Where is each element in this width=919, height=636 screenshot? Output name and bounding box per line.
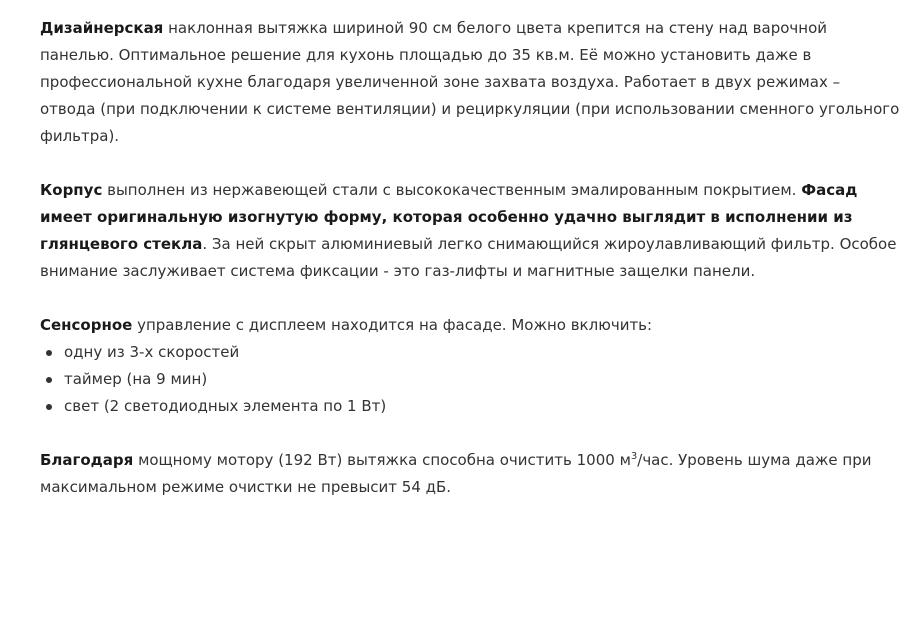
paragraph-design-text: наклонная вытяжка шириной 90 см белого цвета крепится на стену над варочной панелью. Оптимальное решение для кухонь площадью до 35 кв.м. Её можно установить даже в профессиональной кухне благодаря увеличенной зоне захвата воздуха. Работает в двух режимах – отвода (при подключении к системе вентиляции) и рециркуляции (при использовании сменного угольного фильтра). xyxy=(40,19,900,145)
bullet-icon xyxy=(46,350,52,356)
list-item-text: одну из 3-х скоростей xyxy=(64,343,240,361)
superscript-cubed: 3 xyxy=(630,451,638,462)
paragraph-body-text: выполнен из нержавеющей стали с высококачественным эмалированным покрытием. xyxy=(102,181,802,199)
paragraph-motor-heading: Благодаря xyxy=(40,451,134,469)
paragraph-body-highlight: Фасад имеет оригинальную изогнутую форму, которая особенно удачно выглядит в исполнении из глянцевого стекла xyxy=(40,181,858,253)
paragraph-controls-text: управление с дисплеем находится на фасаде. Можно включить: xyxy=(132,316,653,334)
paragraph-body-text-continued: . За ней скрыт алюминиевый легко снимающийся жироулавливающий фильтр. Особое внимание заслуживает система фиксации - это газ-лифты и магнитные защелки панели. xyxy=(40,235,897,280)
paragraph-controls-intro xyxy=(40,312,900,339)
paragraph-design xyxy=(40,15,900,150)
paragraph-motor-text: мощному мотору (192 Вт) вытяжка способна очистить 1000 м xyxy=(133,451,631,469)
list-item xyxy=(46,366,900,393)
paragraph-controls-heading: Сенсорное xyxy=(40,316,133,334)
paragraph-body xyxy=(40,177,900,285)
product-description xyxy=(40,15,900,528)
bullet-icon xyxy=(46,404,52,410)
list-item xyxy=(46,393,900,420)
paragraph-body-heading: Корпус xyxy=(40,181,103,199)
paragraph-motor xyxy=(40,447,900,501)
list-item-text: свет (2 светодиодных элемента по 1 Вт) xyxy=(64,397,387,415)
feature-list xyxy=(40,339,900,420)
list-item-text: таймер (на 9 мин) xyxy=(64,370,208,388)
bullet-icon xyxy=(46,377,52,383)
paragraph-design-heading: Дизайнерская xyxy=(40,19,164,37)
paragraph-motor-text-continued: /час. Уровень шума даже при максимальном режиме очистки не превысит 54 дБ. xyxy=(40,451,872,496)
list-item xyxy=(46,339,900,366)
paragraph-controls xyxy=(40,312,900,420)
